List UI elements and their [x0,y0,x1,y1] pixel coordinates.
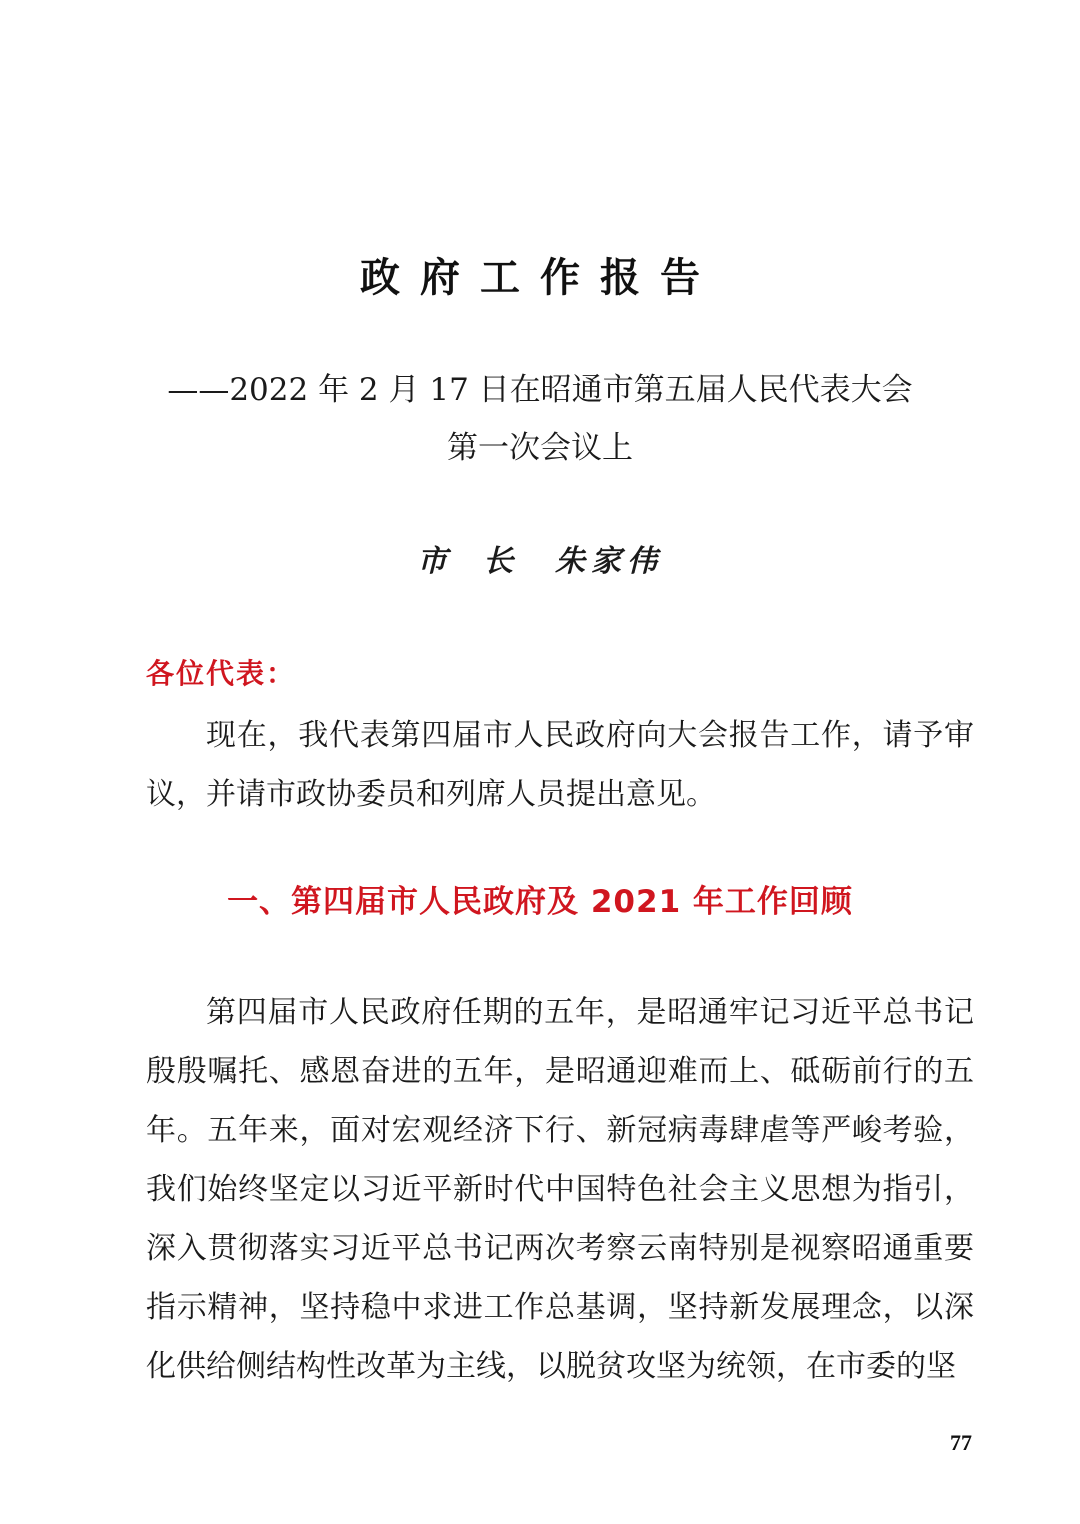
speaker-line [0,536,1080,580]
body-paragraph: 第四届市人民政府任期的五年，是昭通牢记习近平总书记殷殷嘱托、感恩奋进的五年，是昭通迎难而上、砥砺前行的五年。五年来，面对宏观经济下行、新冠病毒肆虐等严峻考验，我们始终坚定以习近平新时代中国特色社会主义思想为指引，深入贯彻落实习近平总书记两次考察云南特别是视察昭通重要指示精神，坚持稳中求进工作总基调，坚持新发展理念，以深化供给侧结构性改革为主线，以脱贫攻坚为统领，在市委的坚 [146,995,974,1384]
section-heading: 一、第四届市人民政府及 2021 年工作回顾 [227,884,853,920]
salutation: 各位代表： [146,657,297,690]
subtitle-line-2: 第一次会议上 [447,430,633,466]
opening-paragraph: 现在，我代表第四届市人民政府向大会报告工作，请予审议，并请市政协委员和列席人员提出意见。 [146,718,974,812]
document-title: 政府工作报告 [360,255,720,301]
subtitle-line-1: ——2022 年 2 月 17 日在昭通市第五届人民代表大会 [167,372,913,408]
speaker-role: 市长 [417,544,549,579]
page-number: 77 [950,1430,972,1455]
speaker-name: 朱家伟 [555,544,663,579]
